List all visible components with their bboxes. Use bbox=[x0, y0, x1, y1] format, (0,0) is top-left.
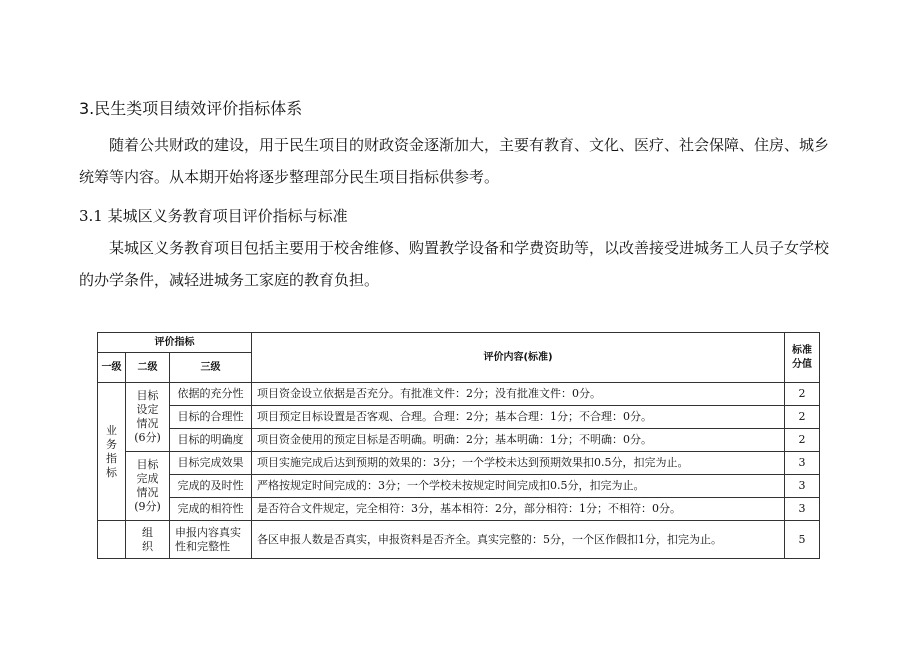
intro-line-2: 统筹等内容。从本期开始将逐步整理部分民生项目指标供参考。 bbox=[79, 168, 500, 186]
content-cell: 项目实施完成后达到预期的效果的：3分；一个学校未达到预期效果扣0.5分，扣完为止。 bbox=[252, 452, 785, 475]
level3-cell: 完成的及时性 bbox=[170, 475, 252, 498]
score-cell: 2 bbox=[785, 429, 820, 452]
header-score: 标准分值 bbox=[785, 333, 820, 383]
group-a-cell: 目标设定情况(6分) bbox=[126, 383, 170, 452]
description-line-2: 的办学条件，减轻进城务工家庭的教育负担。 bbox=[79, 271, 380, 289]
header-level2: 二级 bbox=[126, 353, 170, 383]
content-cell: 项目资金设立依据是否充分。有批准文件：2分；没有批准文件：0分。 bbox=[252, 383, 785, 406]
score-cell: 2 bbox=[785, 406, 820, 429]
level3-cell: 完成的相符性 bbox=[170, 498, 252, 521]
content-cell: 项目预定目标设置是否客观、合理。合理：2分；基本合理：1分；不合理：0分。 bbox=[252, 406, 785, 429]
description-paragraph bbox=[79, 232, 839, 296]
level3-cell: 目标的明确度 bbox=[170, 429, 252, 452]
header-content: 评价内容(标准) bbox=[252, 333, 785, 383]
content-cell: 是否符合文件规定，完全相符：3分，基本相符：2分，部分相符：1分；不相符：0分。 bbox=[252, 498, 785, 521]
content-cell: 严格按规定时间完成的：3分；一个学校未按规定时间完成扣0.5分，扣完为止。 bbox=[252, 475, 785, 498]
header-level3: 三级 bbox=[170, 353, 252, 383]
level3-cell: 申报内容真实性和完整性 bbox=[170, 521, 252, 559]
group-b-cell: 目标完成情况(9分) bbox=[126, 452, 170, 521]
level3-cell: 目标完成效果 bbox=[170, 452, 252, 475]
table-row bbox=[98, 452, 820, 475]
section-heading: 3.民生类项目绩效评价指标体系 bbox=[79, 99, 303, 118]
score-cell: 3 bbox=[785, 452, 820, 475]
description-line-1: 某城区义务教育项目包括主要用于校舍维修、购置教学设备和学费资助等，以改善接受进城务工人员子女学校 bbox=[109, 239, 830, 257]
score-cell: 5 bbox=[785, 521, 820, 559]
header-group: 评价指标 bbox=[98, 333, 252, 353]
level3-cell: 依据的充分性 bbox=[170, 383, 252, 406]
content-cell: 各区申报人数是否真实，申报资料是否齐全。真实完整的：5分，一个区作假扣1分，扣完为止。 bbox=[252, 521, 785, 559]
level3-cell: 目标的合理性 bbox=[170, 406, 252, 429]
content-cell: 项目资金使用的预定目标是否明确。明确：2分；基本明确：1分；不明确：0分。 bbox=[252, 429, 785, 452]
table-row bbox=[98, 498, 820, 521]
evaluation-table bbox=[97, 332, 820, 559]
score-cell: 2 bbox=[785, 383, 820, 406]
intro-line-1: 随着公共财政的建设，用于民生项目的财政资金逐渐加大，主要有教育、文化、医疗、社会保障、住房、城乡 bbox=[109, 136, 830, 154]
level1-cell-empty bbox=[98, 521, 126, 559]
table-row bbox=[98, 406, 820, 429]
intro-paragraph bbox=[79, 129, 839, 193]
score-cell: 3 bbox=[785, 498, 820, 521]
level1-cell: 业务指标 bbox=[98, 383, 126, 521]
header-level1: 一级 bbox=[98, 353, 126, 383]
table-row bbox=[98, 475, 820, 498]
group-c-cell: 组织 bbox=[126, 521, 170, 559]
header-row-1 bbox=[98, 333, 820, 353]
score-cell: 3 bbox=[785, 475, 820, 498]
table-row bbox=[98, 383, 820, 406]
table-row bbox=[98, 521, 820, 559]
subsection-heading: 3.1 某城区义务教育项目评价指标与标准 bbox=[79, 207, 348, 225]
table-row bbox=[98, 429, 820, 452]
